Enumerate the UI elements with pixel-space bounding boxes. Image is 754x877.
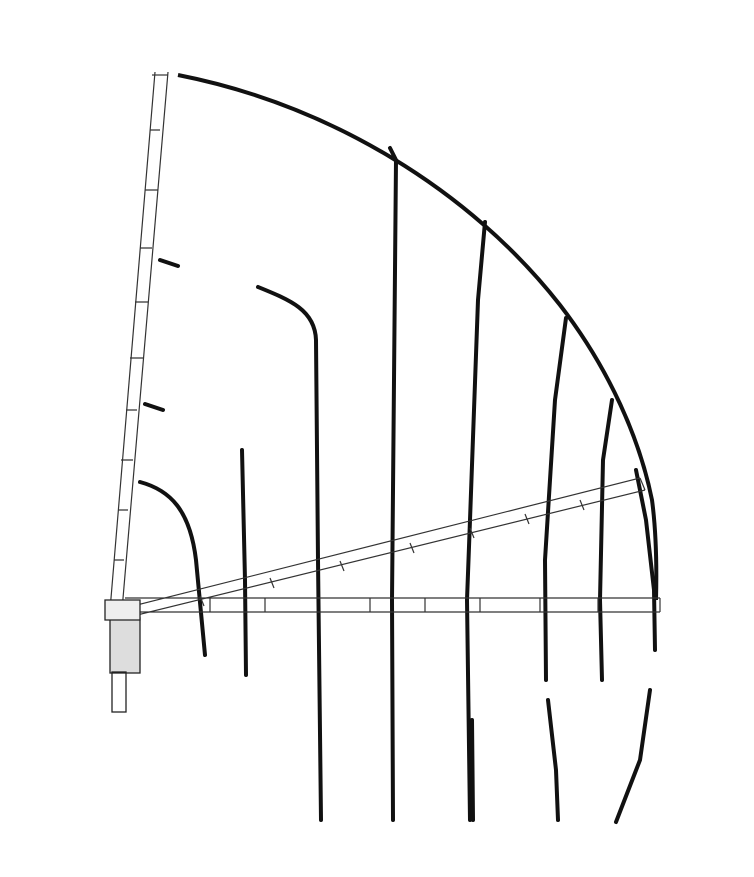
load-curve-4100-lower <box>472 720 473 820</box>
load-curve-2800-lower <box>548 700 558 820</box>
load-curve-8000-b <box>258 287 321 820</box>
range-envelope-curve <box>178 75 656 600</box>
load-curve-13500 <box>145 404 163 410</box>
crane-base <box>105 600 140 712</box>
load-curve-20500 <box>140 482 205 655</box>
load-curve-5600 <box>390 148 396 820</box>
crane-boom-vertical <box>110 72 168 610</box>
load-curve-2800 <box>600 400 612 680</box>
load-curves <box>140 148 655 822</box>
load-curve-13500-b <box>242 450 246 675</box>
crane-boom-15deg <box>125 478 645 618</box>
load-curve-2500-lower <box>616 690 650 822</box>
load-curve-8000 <box>160 260 178 266</box>
